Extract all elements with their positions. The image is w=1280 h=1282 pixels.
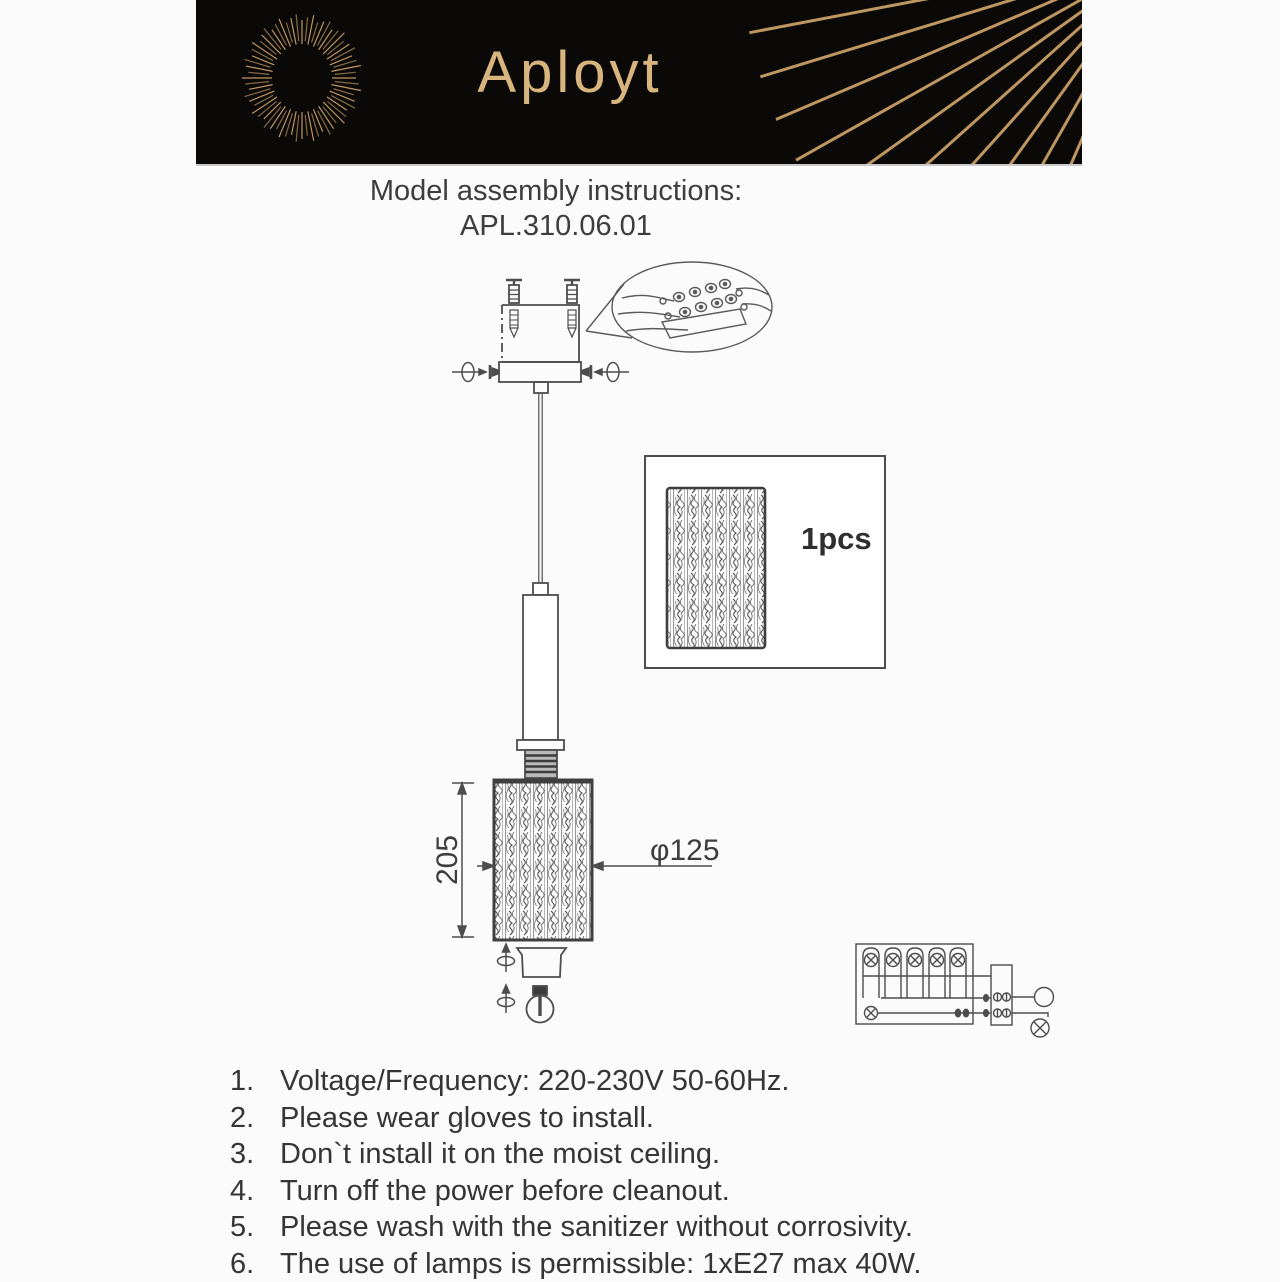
instruction-text: Turn off the power before cleanout. — [280, 1173, 1060, 1210]
terminal-block-callout — [586, 262, 772, 352]
dimension-height — [431, 783, 474, 937]
instruction-item — [230, 1063, 1060, 1100]
suspension-wire — [539, 393, 542, 583]
instruction-text: Voltage/Frequency: 220-230V 50-60Hz. — [280, 1063, 1060, 1100]
parts-box — [645, 456, 885, 668]
bulb-icon — [527, 986, 554, 1023]
instruction-text: Don`t install it on the moist ceiling. — [280, 1136, 1060, 1173]
screw-anchor-icon — [564, 280, 580, 337]
instruction-number: 1. — [230, 1063, 280, 1100]
instruction-item — [230, 1209, 1060, 1246]
rotate-arrow-icon — [498, 985, 515, 1013]
instruction-number: 5. — [230, 1209, 280, 1246]
instruction-item — [230, 1136, 1060, 1173]
screw-anchor-icon — [506, 280, 522, 337]
rotate-arrow-icon — [582, 363, 629, 382]
terminal-connector-icon — [660, 280, 747, 320]
lamp-tube — [523, 595, 558, 740]
lamp-symbols — [863, 948, 966, 1020]
instruction-item — [230, 1246, 1060, 1282]
instruction-list — [230, 1063, 1060, 1282]
instruction-item — [230, 1100, 1060, 1137]
thread-section — [525, 750, 557, 778]
instruction-item — [230, 1173, 1060, 1210]
lamp-shade — [494, 780, 592, 940]
instruction-number: 3. — [230, 1136, 280, 1173]
page-title: Model assembly instructions: — [196, 174, 916, 209]
instruction-number: 4. — [230, 1173, 280, 1210]
terminal-screws — [994, 993, 1011, 1017]
socket-cup — [517, 948, 566, 977]
instruction-text: Please wear gloves to install. — [280, 1100, 1060, 1137]
wiring-diagram — [856, 944, 1054, 1037]
junction-circle — [1035, 988, 1054, 1007]
instruction-number: 2. — [230, 1100, 280, 1137]
brand-logo-text: Aployt — [477, 40, 662, 105]
diameter-label: φ125 — [650, 834, 720, 867]
instruction-text: Please wash with the sanitizer without corrosivity. — [280, 1209, 1060, 1246]
suspension-and-tube — [517, 393, 564, 778]
socket-and-bulb — [498, 944, 567, 1023]
shade-part-image — [667, 488, 765, 648]
instruction-text: The use of lamps is permissible: 1xE27 max 40W. — [280, 1246, 1060, 1282]
parts-count-label: 1pcs — [801, 521, 872, 556]
height-label: 205 — [431, 835, 464, 885]
instruction-number: 6. — [230, 1246, 280, 1282]
model-number: APL.310.06.01 — [196, 209, 916, 244]
rotate-arrow-icon — [498, 944, 515, 972]
lamp-symbol — [1031, 1019, 1049, 1037]
ceiling-mount-drawing — [452, 280, 629, 393]
rotate-arrow-icon — [452, 363, 499, 382]
